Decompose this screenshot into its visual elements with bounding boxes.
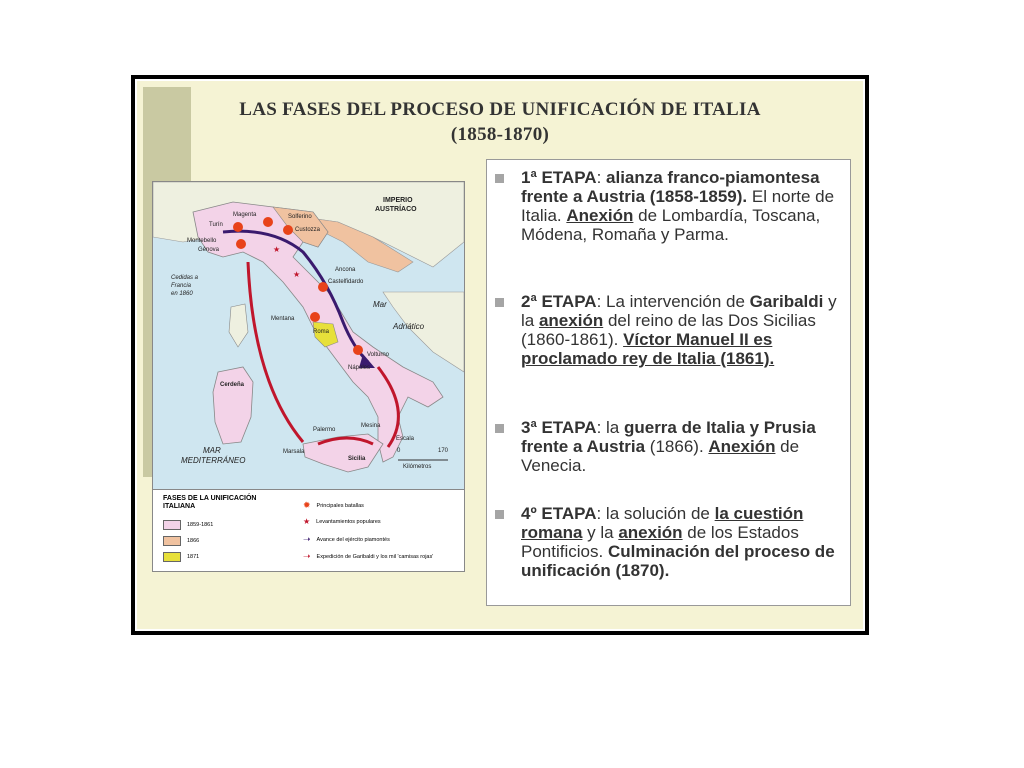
- label-custozza: Custozza: [295, 227, 321, 233]
- stage-text-part: y la: [582, 523, 619, 542]
- stage-underlined-part: Anexión: [708, 437, 776, 456]
- label-adriatico: Adriático: [393, 322, 425, 331]
- stages-panel: [486, 159, 851, 606]
- arrow-icon: ➝: [303, 534, 311, 544]
- stage-text-part: : la solución de: [596, 504, 715, 523]
- label-magenta: Magenta: [233, 212, 257, 218]
- legend-uprisings: [303, 517, 381, 526]
- label-castelfidardo: Castelfidardo: [328, 279, 364, 285]
- stage-bold-part: Culminación del proceso de unificación (1870).: [521, 542, 835, 580]
- bullet-icon: [495, 298, 504, 307]
- stage-bold-underlined-part: Víctor Manuel II es proclamado rey de Italia (1861).: [521, 330, 775, 368]
- uprising-icon: ★: [293, 270, 301, 279]
- bullet-icon: [495, 174, 504, 183]
- label-palermo: Palermo: [313, 427, 336, 433]
- uprising-icon: ★: [273, 245, 281, 254]
- map-legend: [153, 489, 464, 572]
- label-cedidas-1: Cedidas a: [171, 275, 199, 281]
- battle-icon: ✹: [303, 500, 311, 510]
- label-turin: Turín: [209, 222, 223, 228]
- label-ancona: Ancona: [335, 267, 356, 273]
- label-escala: Escala: [396, 436, 415, 442]
- label-imperio: IMPERIO: [383, 197, 413, 204]
- scale-label-170: 170: [438, 448, 449, 454]
- battle-icon: [233, 222, 243, 232]
- slide-title: [137, 97, 863, 147]
- stage-2-text: [521, 292, 842, 368]
- stage-underlined-part: Anexión: [566, 206, 634, 225]
- legend-period-label: 1859-1861: [187, 522, 214, 528]
- label-genova: Génova: [198, 247, 220, 253]
- label-napoles: Nápoles: [348, 365, 371, 371]
- label-roma: Roma: [313, 329, 330, 335]
- stage-2: [495, 292, 842, 368]
- label-cedidas-2: Francia: [171, 283, 192, 289]
- stage-bold-part: Garibaldi: [749, 292, 824, 311]
- slide: [135, 79, 865, 631]
- italy-map: [152, 181, 465, 572]
- legend-period-2: [163, 536, 199, 546]
- battle-icon: [236, 239, 246, 249]
- bullet-icon: [495, 510, 504, 519]
- slide-frame: [131, 75, 869, 635]
- legend-title: FASES DE LA UNIFICACIÓN ITALIANA: [163, 495, 257, 510]
- stage-underlined-part: anexión: [538, 311, 604, 330]
- label-marsala: Marsala: [283, 449, 305, 455]
- legend-swatch: [163, 536, 181, 546]
- stage-text-part: del reino de las Dos Sicilias (1860-1861).: [521, 311, 816, 349]
- label-sicilia: Sicilia: [348, 456, 366, 462]
- stage-bold-part: alianza franco-piamontesa frente a Austria (1858-1859).: [521, 168, 820, 206]
- stage-text-part: y la: [521, 292, 837, 330]
- stage-text-part: El norte de Italia.: [521, 187, 835, 225]
- stage-text-part: de los Estados Pontificios.: [521, 523, 799, 561]
- stage-1: [495, 168, 842, 244]
- label-mar-med-2: MEDITERRÁNEO: [181, 456, 246, 465]
- battle-icon: [263, 217, 273, 227]
- stage-label: 4º ETAPA: [521, 504, 597, 523]
- bullet-icon: [495, 424, 504, 433]
- stage-label: 3ª ETAPA: [521, 418, 597, 437]
- label-cedidas-3: en 1860: [171, 291, 193, 297]
- legend-piedmont-advance: [303, 534, 390, 545]
- stage-3: [495, 418, 842, 475]
- arrow-icon: ➝: [303, 551, 311, 561]
- battle-icon: [310, 312, 320, 322]
- legend-period-label: 1866: [187, 538, 200, 544]
- stage-3-text: [521, 418, 842, 475]
- label-montebello: Montebello: [187, 238, 217, 244]
- label-mar-med-1: MAR: [203, 446, 221, 455]
- battle-icon: [353, 345, 363, 355]
- stage-text-part: de Venecia.: [521, 437, 800, 475]
- label-cerdena: Cerdeña: [220, 382, 245, 388]
- stage-4-text: [521, 504, 842, 580]
- legend-symbol-label: Expedición de Garibaldi y los mil 'camisas rojas': [316, 553, 434, 560]
- stage-4: [495, 504, 842, 580]
- label-volturno: Volturno: [367, 352, 390, 358]
- legend-period-label: 1871: [187, 554, 200, 560]
- stage-text-part: : La intervención de: [596, 292, 750, 311]
- stage-text-part: (1866).: [645, 437, 709, 456]
- scale-label-km: Kilómetros: [403, 464, 432, 470]
- battle-icon: [283, 225, 293, 235]
- label-mar: Mar: [373, 300, 387, 309]
- battle-icon: [318, 282, 328, 292]
- stage-bold-underlined-part: anexión: [618, 523, 683, 542]
- legend-swatch: [163, 552, 181, 562]
- title-line-2: (1858-1870): [450, 124, 550, 145]
- legend-period-1: [163, 520, 213, 530]
- stage-1-text: [521, 168, 842, 244]
- legend-symbol-label: Principales batallas: [316, 502, 364, 509]
- label-mesina: Mesina: [361, 423, 381, 429]
- legend-swatch: [163, 520, 181, 530]
- legend-battles: [303, 500, 364, 511]
- stage-bold-underlined-part: la cuestión romana: [521, 504, 804, 542]
- stage-label: 1ª ETAPA: [521, 168, 597, 187]
- label-solferino: Solferino: [288, 214, 312, 220]
- stage-text-part: de Lombardía, Toscana, Módena, Romaña y Parma.: [521, 206, 821, 244]
- legend-symbol-label: Levantamientos populares: [316, 518, 381, 525]
- stage-label: 2ª ETAPA: [521, 292, 597, 311]
- scale-label-0: 0: [397, 448, 401, 454]
- legend-garibaldi: [303, 551, 453, 562]
- stage-text-part: : la: [596, 418, 624, 437]
- stage-text-part: :: [596, 168, 607, 187]
- title-line-1: LAS FASES DEL PROCESO DE UNIFICACIÓN DE ITALIA: [239, 99, 761, 120]
- legend-period-3: [163, 552, 199, 562]
- uprising-icon: ★: [303, 517, 311, 526]
- legend-symbol-label: Avance del ejército piamontés: [316, 536, 390, 543]
- stage-bold-part: guerra de Italia y Prusia frente a Austria: [521, 418, 816, 456]
- label-mentana: Mentana: [271, 316, 295, 322]
- label-austriaco: AUSTRÍACO: [375, 206, 417, 213]
